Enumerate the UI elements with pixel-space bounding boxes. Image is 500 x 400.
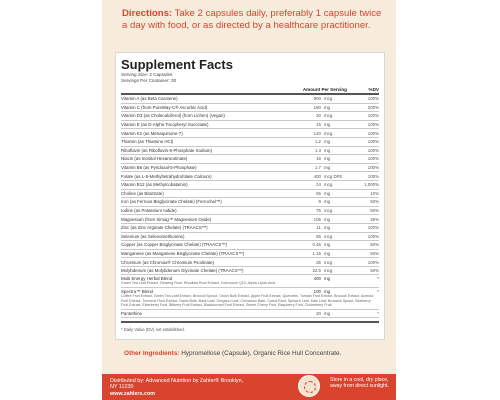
- footer-bar: [102, 374, 396, 400]
- header-amount: Amount Per Serving: [302, 87, 347, 92]
- nutrient-unit: mg: [324, 250, 331, 256]
- blend-row: [121, 275, 379, 288]
- nutrient-dv: 100%: [367, 113, 379, 119]
- facts-row: [121, 241, 379, 250]
- facts-row: [121, 310, 379, 319]
- directions-heading: Directions:: [122, 8, 173, 19]
- supplement-facts-panel: [115, 52, 385, 340]
- nutrient-amount: 55: [316, 190, 321, 196]
- blend-description: Coffee Fruit Extract, Green Tea Leaf Extract, Broccoli Sprout, Onion Bulb Extract, Apple Fruit Extract, Quercetin, Tomato Fruit Extract, Broccoli Extract, Acerola Fruit Extract, Turmeric Root Extract, Garlic Bulb, Basil Leaf, Oregano Leaf, Cinnamon Bark, Carrot Root, Spinach Leaf, Kale Leaf, Brussels Sprout, Blueberry Fruit Extract, Elderberry Fruit, Bilberry Fruit Extract, Blackcurrant Fruit Extract, Sweet Cherry Fruit, Raspberry Fruit, Chokeberry Fruit: [121, 294, 374, 308]
- nutrient-name: Pantethine: [121, 311, 142, 317]
- nutrient-unit: mg: [324, 311, 331, 317]
- nutrient-name: Manganese (as Manganese Bisglycinate Chelate) (TRAACS™): [121, 250, 245, 256]
- nutrient-name: Riboflavin (as Riboflavin-5-Phosphate Sodium): [121, 147, 213, 153]
- blend-name: Spectra™ Blend: [121, 289, 153, 295]
- facts-footnote: * Daily Value (DV) not established.: [121, 321, 379, 332]
- nutrient-unit: mg: [324, 190, 331, 196]
- nutrient-name: Molybdenum (as Molybdenum Glycinate Chelate) (TRAACS™): [121, 268, 244, 274]
- nutrient-unit: mcg: [324, 96, 333, 102]
- nutrient-amount: 0.45: [312, 242, 321, 248]
- blend-amount: 400: [313, 276, 321, 282]
- nutrient-name: Thiamin (as Thiamine HCl): [121, 139, 174, 145]
- facts-row: [121, 233, 379, 242]
- facts-row: [121, 112, 379, 121]
- nutrient-name: Iron (as Ferrous Bisglycinate Chelate) (Ferrochel™): [121, 199, 222, 205]
- nutrient-amount: 1.15: [312, 250, 321, 256]
- nutrient-name: Vitamin K2 (as Menaquinone-7): [121, 130, 183, 136]
- facts-row: [121, 104, 379, 113]
- header-dv: %DV: [368, 87, 379, 92]
- nutrient-amount: 15: [316, 122, 321, 128]
- nutrient-unit: mg: [324, 199, 331, 205]
- other-ingredients-heading: Other Ingredients:: [124, 350, 180, 357]
- nutrient-unit: mcg: [324, 233, 333, 239]
- facts-row: [121, 121, 379, 130]
- nutrient-unit: mcg: [324, 113, 333, 119]
- nutrient-dv: 50%: [370, 268, 379, 274]
- nutrient-amount: 20: [316, 311, 321, 317]
- distributor-text: Distributed by: Advanced Nutrition by Zahler® Brooklyn, NY 11230: [110, 378, 244, 391]
- nutrient-name: Selenium (as Selenomethionine): [121, 233, 185, 239]
- blend-description: Green Tea Leaf Extract, Ginseng Root, Rhodiola Root Extract, Coenzyme Q10, Alpha Lipoic Acid: [121, 281, 275, 286]
- nutrient-name: Choline (as Bitartrate): [121, 190, 164, 196]
- blend-amount: 100: [313, 289, 321, 295]
- nutrient-amount: 55: [316, 233, 321, 239]
- facts-row: [121, 164, 379, 173]
- nutrient-amount: 9: [318, 199, 321, 205]
- nutrient-amount: 35: [316, 259, 321, 265]
- nutrient-name: Vitamin B6 (as Pyridoxal-5-Phosphate): [121, 165, 197, 171]
- nutrient-dv: 100%: [367, 96, 379, 102]
- facts-row: [121, 138, 379, 147]
- nutrient-name: Folate (as L-5-Methyltetrahydrofolate Calcium): [121, 173, 212, 179]
- nutrient-dv: 10%: [370, 190, 379, 196]
- facts-row: [121, 215, 379, 224]
- nutrient-name: Copper (as Copper Bisglycinate Chelate) (TRAACS™): [121, 242, 228, 248]
- blend-dv: *: [377, 276, 379, 282]
- blend-unit: mg: [324, 276, 331, 282]
- nutrient-unit: mcg: [324, 208, 333, 214]
- nutrient-dv: 50%: [370, 250, 379, 256]
- nutrient-name: Vitamin E (as D-Alpha Tocopheryl Succinate): [121, 122, 209, 128]
- nutrient-amount: 1.7: [314, 165, 321, 171]
- nutrient-dv: 25%: [370, 216, 379, 222]
- product-label: [102, 0, 396, 400]
- nutrient-amount: 180: [313, 104, 321, 110]
- facts-row: [121, 172, 379, 181]
- nutrient-amount: 105: [313, 216, 321, 222]
- nutrient-unit: mg: [324, 165, 331, 171]
- nutrient-unit: mg: [324, 122, 331, 128]
- nutrient-name: Niacin (as Inositol Hexanicotinate): [121, 156, 188, 162]
- nutrient-unit: mg: [324, 147, 331, 153]
- nutrient-name: Vitamin A (as Beta Carotene): [121, 96, 178, 102]
- other-ingredients-text: Hypromellose (Capsule), Organic Rice Hull Concentrate.: [181, 350, 342, 357]
- nutrient-dv: *: [377, 311, 379, 317]
- nutrient-amount: 1.2: [314, 139, 321, 145]
- facts-row: [121, 95, 379, 104]
- nutrient-dv: 100%: [367, 259, 379, 265]
- nutrient-dv: 200%: [367, 104, 379, 110]
- nutrient-unit: mg: [324, 225, 331, 231]
- nutrient-dv: 100%: [367, 173, 379, 179]
- nutrient-name: Chromium (as Chromax® Chromium Picolinate): [121, 259, 215, 265]
- nutrient-unit: mg: [324, 104, 331, 110]
- nutrient-dv: 100%: [367, 147, 379, 153]
- nutrient-unit: mg: [324, 156, 331, 162]
- nutrient-amount: 16: [316, 156, 321, 162]
- other-ingredients: [124, 350, 386, 358]
- nutrient-amount: 1.3: [314, 147, 321, 153]
- nutrient-dv: 50%: [370, 199, 379, 205]
- nutrient-name: Zinc (as Zinc Arginate Chelate) (TRAACS™): [121, 225, 208, 231]
- nutrient-dv: 100%: [367, 233, 379, 239]
- nutrient-dv: 50%: [370, 208, 379, 214]
- facts-row: [121, 258, 379, 267]
- nutrient-amount: 22.5: [312, 268, 321, 274]
- facts-row: [121, 250, 379, 259]
- nutrient-dv: 50%: [370, 242, 379, 248]
- facts-row: [121, 190, 379, 199]
- nutrient-dv: 100%: [367, 156, 379, 162]
- nutrient-dv: 100%: [367, 122, 379, 128]
- nutrient-unit: mcg: [324, 259, 333, 265]
- facts-row: [121, 181, 379, 190]
- nutrient-dv: 100%: [367, 225, 379, 231]
- nutrient-unit: mcg: [324, 130, 333, 136]
- facts-row: [121, 224, 379, 233]
- nutrient-amount: 24: [316, 182, 321, 188]
- facts-rows: [121, 95, 379, 275]
- nutrient-amount: 75: [316, 208, 321, 214]
- nutrient-name: Vitamin C (from PureWay-C® Ascorbic Acid): [121, 104, 208, 110]
- nutrient-unit: mcg: [324, 182, 333, 188]
- nutrient-dv: 100%: [367, 139, 379, 145]
- directions-text: Take 2 capsules daily, preferably 1 capsule twice a day with food, or as directed by a healthcare practitioner.: [122, 8, 382, 31]
- blend-unit: mg: [324, 289, 331, 295]
- facts-row: [121, 207, 379, 216]
- blend-dv: *: [377, 289, 379, 295]
- facts-row: [121, 267, 379, 276]
- facts-row: [121, 129, 379, 138]
- website-link[interactable]: www.zahlers.com: [110, 390, 156, 397]
- storage-instructions: Store in a cool, dry place, away from direct sunlight.: [330, 377, 389, 390]
- nutrient-name: Vitamin B12 (as Methylcobalamin): [121, 182, 188, 188]
- header-spacer: [121, 87, 285, 92]
- nutrient-dv: 100%: [367, 165, 379, 171]
- facts-row: [121, 155, 379, 164]
- quality-seal-icon: [298, 375, 320, 397]
- facts-title: Supplement Facts: [121, 57, 233, 72]
- nutrient-amount: 11: [316, 225, 321, 231]
- facts-row: [121, 198, 379, 207]
- nutrient-dv: 1,000%: [364, 182, 379, 188]
- nutrient-amount: 120: [313, 130, 321, 136]
- nutrient-unit: mg: [324, 242, 331, 248]
- nutrient-name: Vitamin D3 (as Cholecalciferol) (from Lichen) (Vegan): [121, 113, 225, 119]
- nutrient-amount: 900: [313, 96, 321, 102]
- serving-size: Serving Size: 2 Capsules: [121, 72, 173, 77]
- facts-header-row: [121, 87, 379, 95]
- directions: [122, 8, 384, 31]
- nutrient-amount: 20: [316, 113, 321, 119]
- nutrient-amount: 400: [313, 173, 321, 179]
- blend-name: Multi Energy Herbal Blend: [121, 276, 173, 282]
- nutrient-name: Magnesium (from Simag™ Magnesium Oxide): [121, 216, 212, 222]
- nutrient-unit: mg: [324, 216, 331, 222]
- servings-per-container: Servings Per Container: 30: [121, 78, 177, 83]
- nutrient-name: Iodine (as Potassium Iodide): [121, 208, 177, 214]
- nutrient-dv: 100%: [367, 130, 379, 136]
- nutrient-unit: mcg DFE: [324, 173, 343, 179]
- nutrient-unit: mg: [324, 139, 331, 145]
- blend-row: [121, 288, 379, 310]
- nutrient-unit: mcg: [324, 268, 333, 274]
- distributor-info: [110, 378, 250, 397]
- facts-row: [121, 147, 379, 156]
